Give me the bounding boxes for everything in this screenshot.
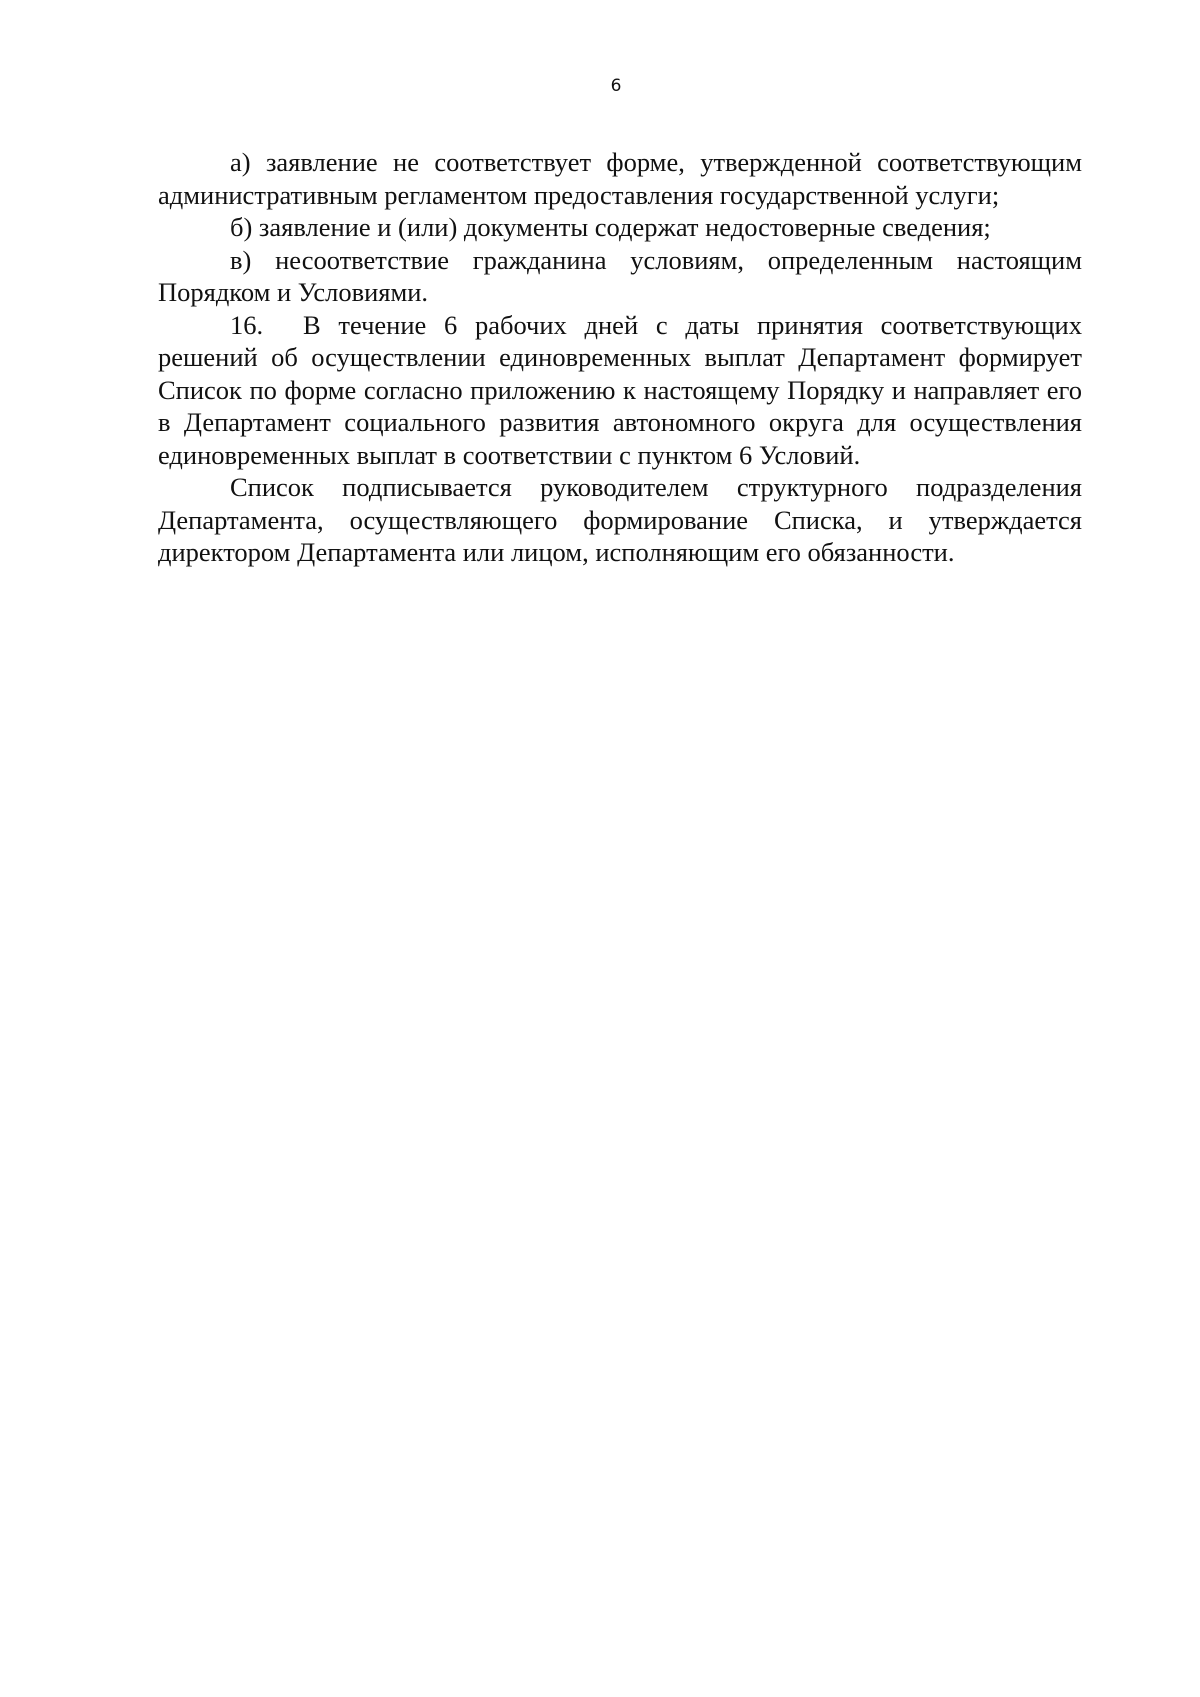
document-body bbox=[158, 146, 1082, 569]
paragraph-v: в) несоответствие гражданина условиям, определенным настоящим Порядком и Условиями. bbox=[158, 244, 1082, 307]
item-number: 16. bbox=[230, 309, 264, 340]
paragraph-16 bbox=[158, 309, 1082, 472]
paragraph-a: а) заявление не соответствует форме, утвержденной соответствующим административным регламентом предоставления государственной услуги; bbox=[158, 147, 1082, 210]
page-number: 6 bbox=[610, 76, 622, 96]
item-16-text: В течение 6 рабочих дней с даты принятия соответствующих решений об осуществлении единовременных выплат Департамент формирует Список по форме согласно приложению к настоящему Порядку и направляет его в Департамент социального развития автономного округа для осуществления единовременных выплат в соответствии с пунктом 6 Условий. bbox=[158, 309, 1082, 470]
paragraph-b: б) заявление и (или) документы содержат недостоверные сведения; bbox=[230, 212, 991, 242]
closing-paragraph: Список подписывается руководителем структурного подразделения Департамента, осуществляющего формирование Списка, и утверждается директором Департамента или лицом, исполняющим его обязанности. bbox=[158, 472, 1082, 567]
